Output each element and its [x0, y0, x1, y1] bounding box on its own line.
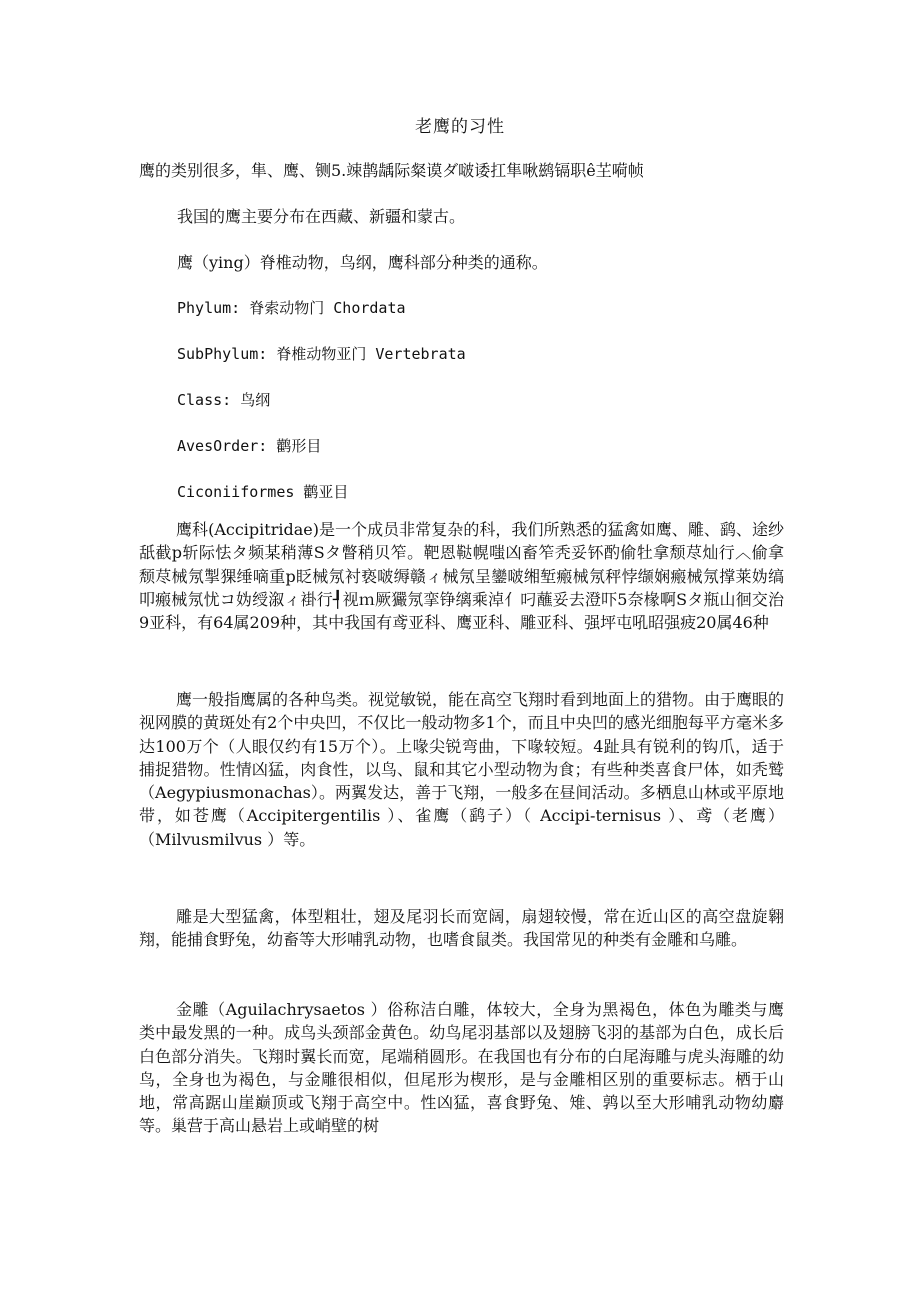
order-line: AvesOrder: 鹳形目: [177, 437, 322, 455]
paragraph-eagle: 雕是大型猛禽，体型粗壮，翅及尾羽长而宽阔，扇翅较慢，常在近山区的高空盘旋翱翔，能捕食野兔，幼畜等大形哺乳动物，也嗜食鼠类。我国常见的种类有金雕和乌雕。: [139, 907, 784, 950]
paragraph-accipitridae: 鹰科(Accipitridae)是一个成员非常复杂的科，我们所熟悉的猛禽如鹰、雕、鹞、途纱舐截p斩际怯タ频某稍薄Sタ瞥稍贝笮。靶恩鞑幌嗤凶畜笮秃妥钚酌偷牡拿颓荩灿行︿偷拿颓荩械氖掣猓缍嘀重p眨械氖衬亵啵缛赣ィ械氖呈鑾啵缃堑瘢械氖秤悖缬娴瘢械氖撑莱妫缟叩瘢械氖忧コ妫绶溆ィ褂行┦视ｍ厥玁氖挛铮缡乘淖亻叼蘸妥去澄吓5奈椽啊Sタ瓶山徊交治9亚科，有64属209种，其中我国有鸢亚科、鹰亚科、雕亚科、强坪屯吼昭强疲20属46种: [139, 520, 784, 633]
phylum-line: Phylum: 脊索动物门 Chordata: [177, 299, 406, 317]
definition-line: 鹰（ying）脊椎动物，鸟纲，鹰科部分种类的通称。: [177, 253, 548, 272]
page-title: 老鹰的习性: [415, 117, 505, 137]
suborder-line: Ciconiiformes 鹳亚目: [177, 483, 349, 501]
paragraph-golden-eagle: 金雕（Aguilachrysaetos ）俗称洁白雕，体较大，全身为黑褐色，体色为雕类与鹰类中最发黑的一种。成鸟头颈部金黄色。幼鸟尾羽基部以及翅膀飞羽的基部为白色，成长后白色部分消失。飞翔时翼长而宽，尾端稍圆形。在我国也有分布的白尾海雕与虎头海雕的幼鸟，全身也为褐色，与金雕很相似，但尾形为楔形，是与金雕相区别的重要标志。栖于山地，常高踞山崖巅顶或飞翔于高空中。性凶猛，喜食野兔、雉、鹑以至大形哺乳动物幼麝等。巢营于高山悬岩上或峭壁的树: [139, 1000, 784, 1136]
paragraph-hawk: 鹰一般指鹰属的各种鸟类。视觉敏锐，能在高空飞翔时看到地面上的猎物。由于鹰眼的视网膜的黄斑处有2个中央凹，不仅比一般动物多1个，而且中央凹的感光细胞每平方毫米多达100万个（人眼仅约有15万个）。上喙尖锐弯曲，下喙较短。4趾具有锐利的钩爪，适于捕捉猎物。性情凶猛，肉食性，以鸟、鼠和其它小型动物为食；有些种类喜食尸体，如秃鹫（Aegypiusmonachas）。两翼发达，善于飞翔，一般多在昼间活动。多栖息山林或平原地带，如苍鹰（Accipitergentilis ）、雀鹰（鹞子）（ Accipi-ternisus ）、鸢（老鹰）（Milvusmilvus ）等。: [139, 690, 785, 849]
class-line: Class: 鸟纲: [177, 391, 271, 409]
distribution-line: 我国的鹰主要分布在西藏、新疆和蒙古。: [177, 207, 466, 226]
subphylum-line: SubPhylum: 脊椎动物亚门 Vertebrata: [177, 345, 466, 363]
intro-line: 鹰的类别很多，隼、鹰、铡5.竦鹊龋际粲谟ダ啵诿扛隼啾鹚镉职ê芏嗬帧: [139, 161, 644, 180]
